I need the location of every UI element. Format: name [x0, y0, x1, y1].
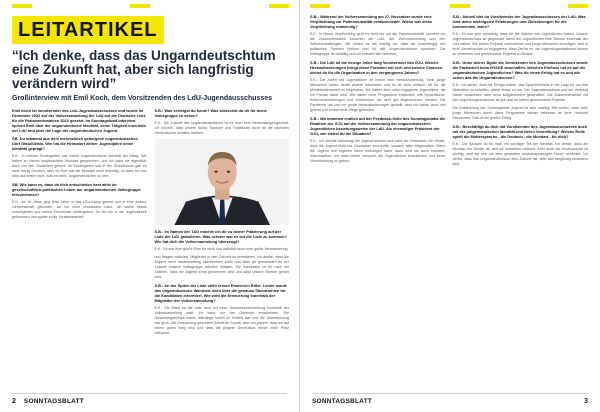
yellow-corner-mark	[269, 4, 289, 8]
interview-answer: Die Entwicklung der Sonntagsblatt Jugend ist sehr wichtig. Wir sehen, dass viele junge Menschen durch diese Programme wieder Interesse an ihrer Herkunft bekommen. Das ist ein großer Erfolg.	[452, 106, 588, 120]
yellow-corner-mark	[310, 4, 330, 8]
page-number: 2	[12, 397, 16, 405]
interview-answer: E.K.: In meinen Kindergarten war meine ungarndeutsche Identität der Alltag. Wir haben zu Hause hauptsächlich Mundart gesprochen, und ich habe sie eigentlich auch von den Großeltern gelernt. Im Kindergarten und in der Grundschule gab es zwar wenig Deutsch, aber im Dorf war die Mundart noch lebendig, so dass ich von klein auf erlebt habe, was es heißt, Ungarndeutscher zu sein.	[12, 154, 147, 179]
right-page	[300, 0, 600, 412]
right-column-1	[310, 14, 446, 170]
left-page-footer	[12, 396, 287, 406]
yellow-corner-mark	[130, 4, 150, 8]
interview-answer: E.K.: Die Arbeit mit Jugendlichen ist immer eine Herausforderung. Viele junge Menschen haben heute andere Interessen und es ist nicht einfach, sie für die Minderheitenarbeit zu begeistern. Wir haben aber viele engagierte Jugendliche, die mit Freude dabei sind. Wir haben neue Programme entwickelt, wie Sprachkurse, Kulturveranstaltungen und Workshops, die sehr gut angenommen werden. Die Pandemie hat uns vor große Herausforderungen gestellt, aber wir haben auch viel gelernt und online neue Wege gefunden.	[310, 78, 446, 112]
right-column-2	[453, 14, 589, 170]
article-headline: “Ich denke, dass das Ungarndeutschtum eine Zukunft hat, aber sich langfristig verändern wird”	[12, 48, 276, 91]
interview-question: S.B.: Unter deiner Ägide als Vorsitzender des Jugendausschusses wurde die Facharbeit beim NYAKE anschaffen. Welchen Einfluss hat es auf die ungarndeutschen Jugendlichen? Was für einen Erfolg hat es und wie sehen das die Ungarndeutschen?	[452, 60, 588, 80]
interview-answer: E.K.: Die Wahl für die Liste fand mit einer Konsensentscheidung innerhalb der Vollversammlung statt. Es kann nur der Gerechte entscheiden. Die Gesamtergebnisse waren allerdings schon im Vorfeld klar und die Unterstützung war groß. Die Erneuerung geschieht Schritt für Schritt, aber ich glaube, dass wir auf einem guten Weg sind und dass die jüngere Generation immer mehr Platz bekommt.	[154, 306, 289, 336]
article-subtitle: Großinterview mit Emil Koch, dem Vorsitzenden des LdU-Jugendausschusses	[12, 95, 273, 102]
interview-answer: E.K.: In dieser Verpflichtung geht es nicht nur um die Parteineutralität, sondern um die Zusammenarbeit zwischen der LdU, der Vollversammlung und den Selbstverwaltungen. Wir sehen es als wichtig an, dass wir unabhängig von politischen Parteien bleiben und für alle Ungarndeutschen sprechen. Die Volksgruppe ist vielfältig und wir müssen alle vertreten.	[310, 32, 446, 56]
publication-name: SONNTAGSBLATT	[23, 397, 85, 405]
interview-question: S.B.: Aktuell bist du Vorsitzender der Jugendausschusses der LdU. Was sind deine wichtigsten Erfahrungen und Zielsetzungen für die kommenden Jahre?	[452, 14, 586, 29]
interview-question: S.B.: An der Spitze der Liste steht erneut Emmerich Ritter. Leider wurde das ungarndeutsche Wahlvolk nicht über die genauen Stimmzahlen für die Kandidaten informiert. Wie wird die Erneuerung innerhalb der Mitglieder der Vollversammlung?	[154, 283, 288, 304]
interview-question: S.B.: Beschäftigt du dich mit Vorsitzender des Jugendausschusses auch mit der jungendeutschen Identität und deren Vermittlung? Welche Rolle spielt die Muttersprache - die Deutsch - die Mundart - für dich?	[452, 124, 588, 139]
interview-question: S.B.: Im Namen der TAG möchte ich dir zu deiner Platzierung auf der Liste der LdU gratulieren. Was schwer war es auf die Liste zu kommen? Wie hat dich die Vollversammlung überzeugt?	[154, 229, 287, 245]
left-column-2	[155, 108, 290, 339]
interview-question: Emil Koch ist Vorsitzender des LdU-Jugendausschusses und wurde im Dezember 2022 auf der Vollversammlung der LdU auf die Deutsche Liste für die Parlamentswahlen 2022 gesetzt. Im Sonntagsblatt-Interview spricht Emil über die ungarndeutsche Identität, seine Tätigkeit innerhalb der LdU und über die Lage der ungarndeutschen Jugend.	[12, 108, 146, 134]
page-number: 3	[584, 397, 588, 405]
interview-question: S.B.: Die LdU ist die einzige Jahre lang Vorsitzender des GJU. Welche Herausforderungen bringt diese Funktion mit sich und welche Chancen siehst du für die Organisation in den vergangenen Jahren?	[310, 60, 443, 75]
interview-answer: E.K.: Es war sehr schwierig, dass wir die Wahlen von Jugendlichen haben. Unsere Jugendausschuss ist gegründet, damit die Jugendlichen eine Stimme innerhalb der LdU haben. Wir wollen Projekte unterstützen und junge Menschen ermutigen, sich in ihrer Gemeinschaft zu engagieren. Mein Ziel ist es, die Jugendorganisationen besser zu vernetzen und gemeinsame Projekte zu fördern.	[452, 32, 588, 56]
portrait-photo	[155, 139, 290, 225]
right-page-footer	[312, 396, 588, 406]
yellow-corner-mark	[12, 4, 32, 8]
interview-answer: E.K.: Die Zukunft des Ungarndeutschtums ist für mich eine Herzensangelegenheit. Ich möchte, dass unsere Kultur, Sprache und Traditionen auch für die nächsten Generationen erhalten bleiben.	[154, 121, 289, 136]
interview-question: SB: Du stammst aus dem mehrheitlich geborgene ungarndeutschen Dorf Ófalu/Olfalu. Wie hat die Heimatort deiner Jugendjahre deine Identität geprägt?	[12, 136, 138, 152]
section-kicker: LEITARTIKEL	[12, 16, 164, 44]
interview-question: S.B.: Während der Vollversammlung am 27. November wurde eine Verpflichtung zur Parteineutralität verabschiedet. Wieso war diese Verpflichtung notwendig?	[310, 14, 433, 29]
article-columns	[12, 108, 289, 339]
yellow-corner-mark	[568, 4, 588, 8]
publication-name: SONNTAGSBLATT	[312, 397, 373, 405]
interview-question: S.B.: Wir kommen endlich auf der Feedback-Seite des Sonntagsblatts die Reaktion der GJU auf der Vollversammlung der ungarndeutschen Jugendlichen beziehungsweise der LdU. Als ehemaliger Präsident der GJU, wie siehst du die Situation?	[310, 116, 446, 136]
article-columns	[310, 14, 588, 170]
interview-answer: E.K.: Ich möchte überzeugt die Jugend kennen und mehr sie entwickeln. Ich denke, dass die Jugend nicht nur Zuschauer sein sollte, sondern aktiv mitgestalten. Wenn die Jugend ihre eigenen Ideen einbringen kann, dann sind sie auch motiviert, mitzumachen. Ich habe immer versucht, die Jugendlichen einzubinden und ihnen Verantwortung zu geben.	[310, 139, 446, 163]
interview-question: S.B.: Was verfolgst du heute? Was wünschst du dir für deine Volksgruppe zu sehen?	[154, 108, 267, 119]
interview-answer: E.K.: Es war eine große Ehre für mich und natürlich auch eine große Verantwortung.	[154, 247, 289, 252]
yellow-corner-mark	[450, 4, 470, 8]
interview-answer: E.K.: Die Sprache ist für mich ein wichtiger Teil der Identität. Ich denke, dass die Mundart ein Schatz ist, den wir bewahren müssen. Aber auch die Hochsprache ist wichtig, weil sie uns mit dem gesamten deutschsprachigen Raum verbindet. Ich denke, dass das Ungarndeutschtum eine Zukunft hat, aber sich langfristig verändern wird.	[452, 142, 588, 166]
interview-answer: und Wagen motiviert, Mitglieder in den Zukunft zu investieren. Ich denke, dass die Jugend mehr Verantwortung übernehmen sollte und dass wir gemeinsam an der Zukunft unserer Volksgruppe arbeiten müssen. Die Kandidatur ist für mich ein Zeichen, dass die Jugend ernst genommen wird und dass unsere Stimme gehört wird.	[154, 255, 289, 280]
interview-answer: E.K.: Ab 16 Jahre ging jede Jahre in das LDU-Kamp gereist und in eine andere Gemeinschaft gefunden, wo ich mich verstanden habe. Ich wollte etwas zurückgeben und meine Kenntnisse weitergeben. So bin ich in die Jugendarbeit gekommen und später in die Vorstandsarbeit.	[12, 200, 147, 220]
left-column-1	[12, 108, 147, 339]
interview-answer: E.K.: Ich denke, dass wir Erfolge haben, das Sprachfreihaus in der Lage ist, um ihre Motivation zu schaffen, selbst etwas zu tun. Der Jugendausschuss und der Verband haben zusammen viele neue Möglichkeiten geschaffen. Die Zusammenarbeit mit den Jugendorganisationen ist gut und wir haben gemeinsame Projekte.	[452, 83, 588, 102]
interview-question: SB: Wie kann es, dass du dich entschieden hast aktiv im gesellschaftlich-politischen Leben der ungarndeutschen Volksgruppe teilzunehmen?	[12, 182, 141, 198]
